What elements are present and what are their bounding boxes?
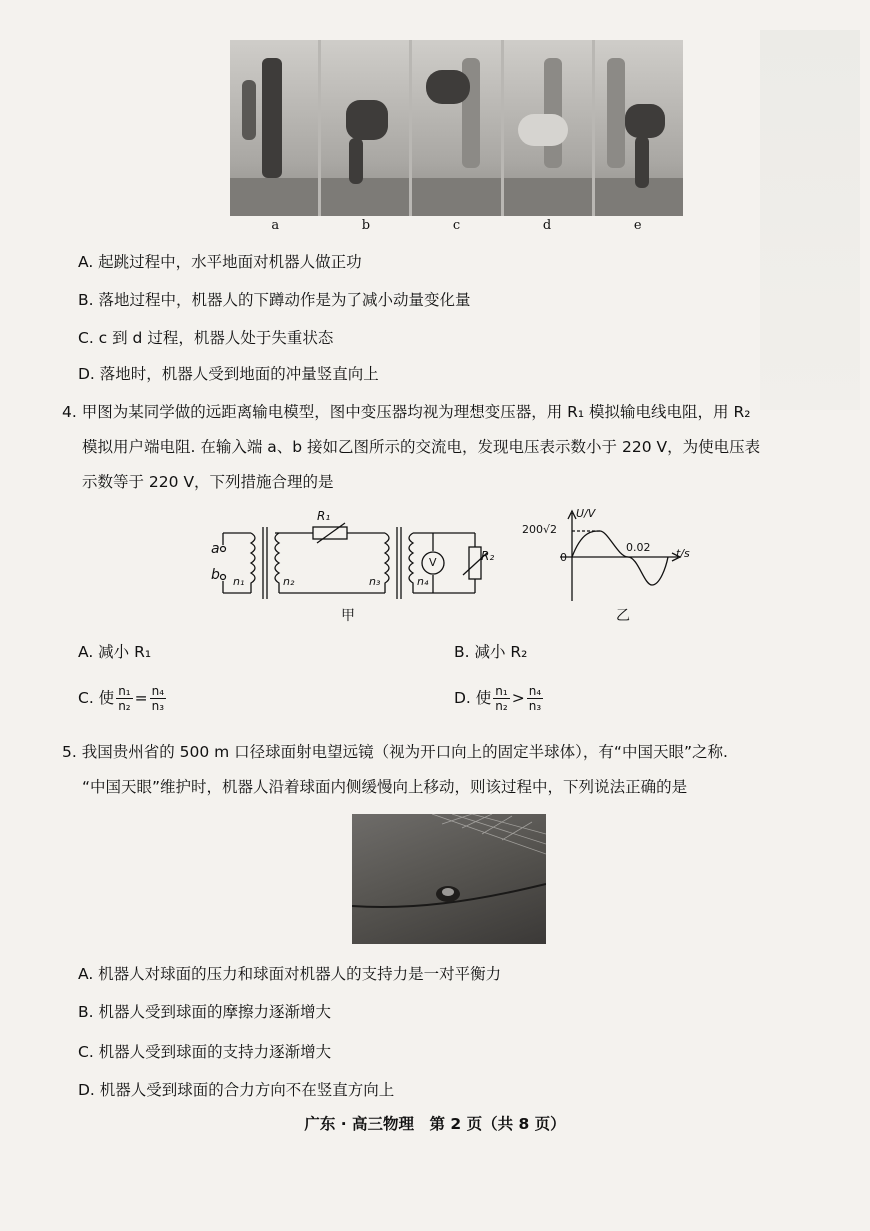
frac-den: n₂ — [118, 699, 131, 713]
q5-line-2: “中国天眼”维护时，机器人沿着球面内侧缓慢向上移动，则该过程中，下列说法正确的是 — [82, 778, 688, 796]
terminal-b-label: b — [211, 567, 220, 583]
q4-line-2: 模拟用户端电阻. 在输入端 a、b 接如乙图所示的交流电，发现电压表示数小于 220 V，为使电压表 — [82, 438, 761, 456]
bleed-through-area — [760, 30, 860, 410]
voltage-graph-svg — [520, 505, 700, 615]
q5-stem — [62, 735, 728, 805]
q3-option-a: A. 起跳过程中，水平地面对机器人做正功 — [78, 253, 362, 271]
q4-option-c-relation: = — [134, 689, 148, 707]
q5-option-d: D. 机器人受到球面的合力方向不在竖直方向上 — [78, 1081, 395, 1099]
photo-frame-b — [321, 40, 409, 216]
peak-value-label: 200√2 — [522, 523, 558, 536]
q5-option-a: A. 机器人对球面的压力和球面对机器人的支持力是一对平衡力 — [78, 965, 502, 983]
robot-jump-photo-strip — [230, 40, 683, 216]
circuit-svg — [205, 505, 495, 615]
q4-option-c-frac-left — [116, 684, 132, 713]
q5-option-b: B. 机器人受到球面的摩擦力逐渐增大 — [78, 1003, 331, 1021]
voltmeter-label: V — [429, 556, 437, 569]
photo-frame-e — [595, 40, 683, 216]
telescope-photo-svg — [352, 814, 546, 944]
frame-label-d: d — [542, 218, 552, 233]
period-label: 0.02 — [626, 541, 651, 554]
q3-option-c: C. c 到 d 过程，机器人处于失重状态 — [78, 329, 334, 347]
n4-label: n₄ — [417, 575, 429, 588]
q4-line-1: 4. 甲图为某同学做的远距离输电模型，图中变压器均视为理想变压器，用 R₁ 模拟输电线电阻，用 R₂ — [62, 403, 751, 421]
r2-label: R₂ — [481, 549, 495, 563]
frame-label-e: e — [633, 218, 642, 233]
frac-den: n₂ — [495, 699, 508, 713]
terminal-a-label: a — [211, 541, 220, 557]
q4-option-c-frac-right — [150, 684, 166, 713]
voltage-graph-yi — [520, 505, 700, 624]
fast-telescope-photo — [352, 814, 546, 944]
q4-option-a: A. 减小 R₁ — [78, 643, 152, 661]
r1-label: R₁ — [317, 509, 331, 523]
frame-label-b: b — [361, 218, 371, 233]
q4-stem — [62, 395, 760, 500]
n2-label: n₂ — [283, 575, 295, 588]
frac-num: n₁ — [118, 684, 131, 698]
frac-num: n₄ — [151, 684, 165, 698]
photo-frame-c — [412, 40, 500, 216]
circuit-diagram-jia — [205, 505, 495, 624]
origin-label: 0 — [560, 551, 567, 564]
photo-frame-labels — [230, 218, 683, 233]
q3-option-d: D. 落地时，机器人受到地面的冲量竖直向上 — [78, 365, 379, 383]
photo-frame-a — [230, 40, 318, 216]
q4-option-d — [454, 684, 545, 713]
y-axis-label: U/V — [576, 507, 596, 520]
q5-option-c: C. 机器人受到球面的支持力逐渐增大 — [78, 1043, 332, 1061]
frame-label-c: c — [452, 218, 461, 233]
q4-line-3: 示数等于 220 V，下列措施合理的是 — [82, 473, 334, 491]
n1-label: n₁ — [233, 575, 245, 588]
q3-option-b: B. 落地过程中，机器人的下蹲动作是为了减小动量变化量 — [78, 291, 471, 309]
photo-frame-d — [504, 40, 592, 216]
frame-label-a: a — [271, 218, 280, 233]
x-axis-label: t/s — [676, 547, 690, 560]
q5-line-1: 5. 我国贵州省的 500 m 口径球面射电望远镜（视为开口向上的固定半球体），有“中国天眼”之称. — [62, 743, 728, 761]
q4-option-d-frac-left — [493, 684, 509, 713]
q4-option-d-prefix: D. 使 — [454, 689, 492, 707]
frac-den: n₃ — [151, 699, 165, 713]
n3-label: n₃ — [369, 575, 381, 588]
q4-option-d-relation: > — [511, 689, 525, 707]
q4-option-c-prefix: C. 使 — [78, 689, 115, 707]
frac-den: n₃ — [528, 699, 542, 713]
frac-num: n₁ — [495, 684, 508, 698]
page-footer: 广东 · 高三物理 第 2 页（共 8 页） — [304, 1115, 566, 1133]
q4-option-d-frac-right — [527, 684, 543, 713]
diagram-yi-caption: 乙 — [616, 608, 630, 624]
diagram-jia-caption: 甲 — [341, 608, 355, 624]
q4-option-c — [78, 684, 168, 713]
q4-option-b: B. 减小 R₂ — [454, 643, 528, 661]
frac-num: n₄ — [528, 684, 542, 698]
